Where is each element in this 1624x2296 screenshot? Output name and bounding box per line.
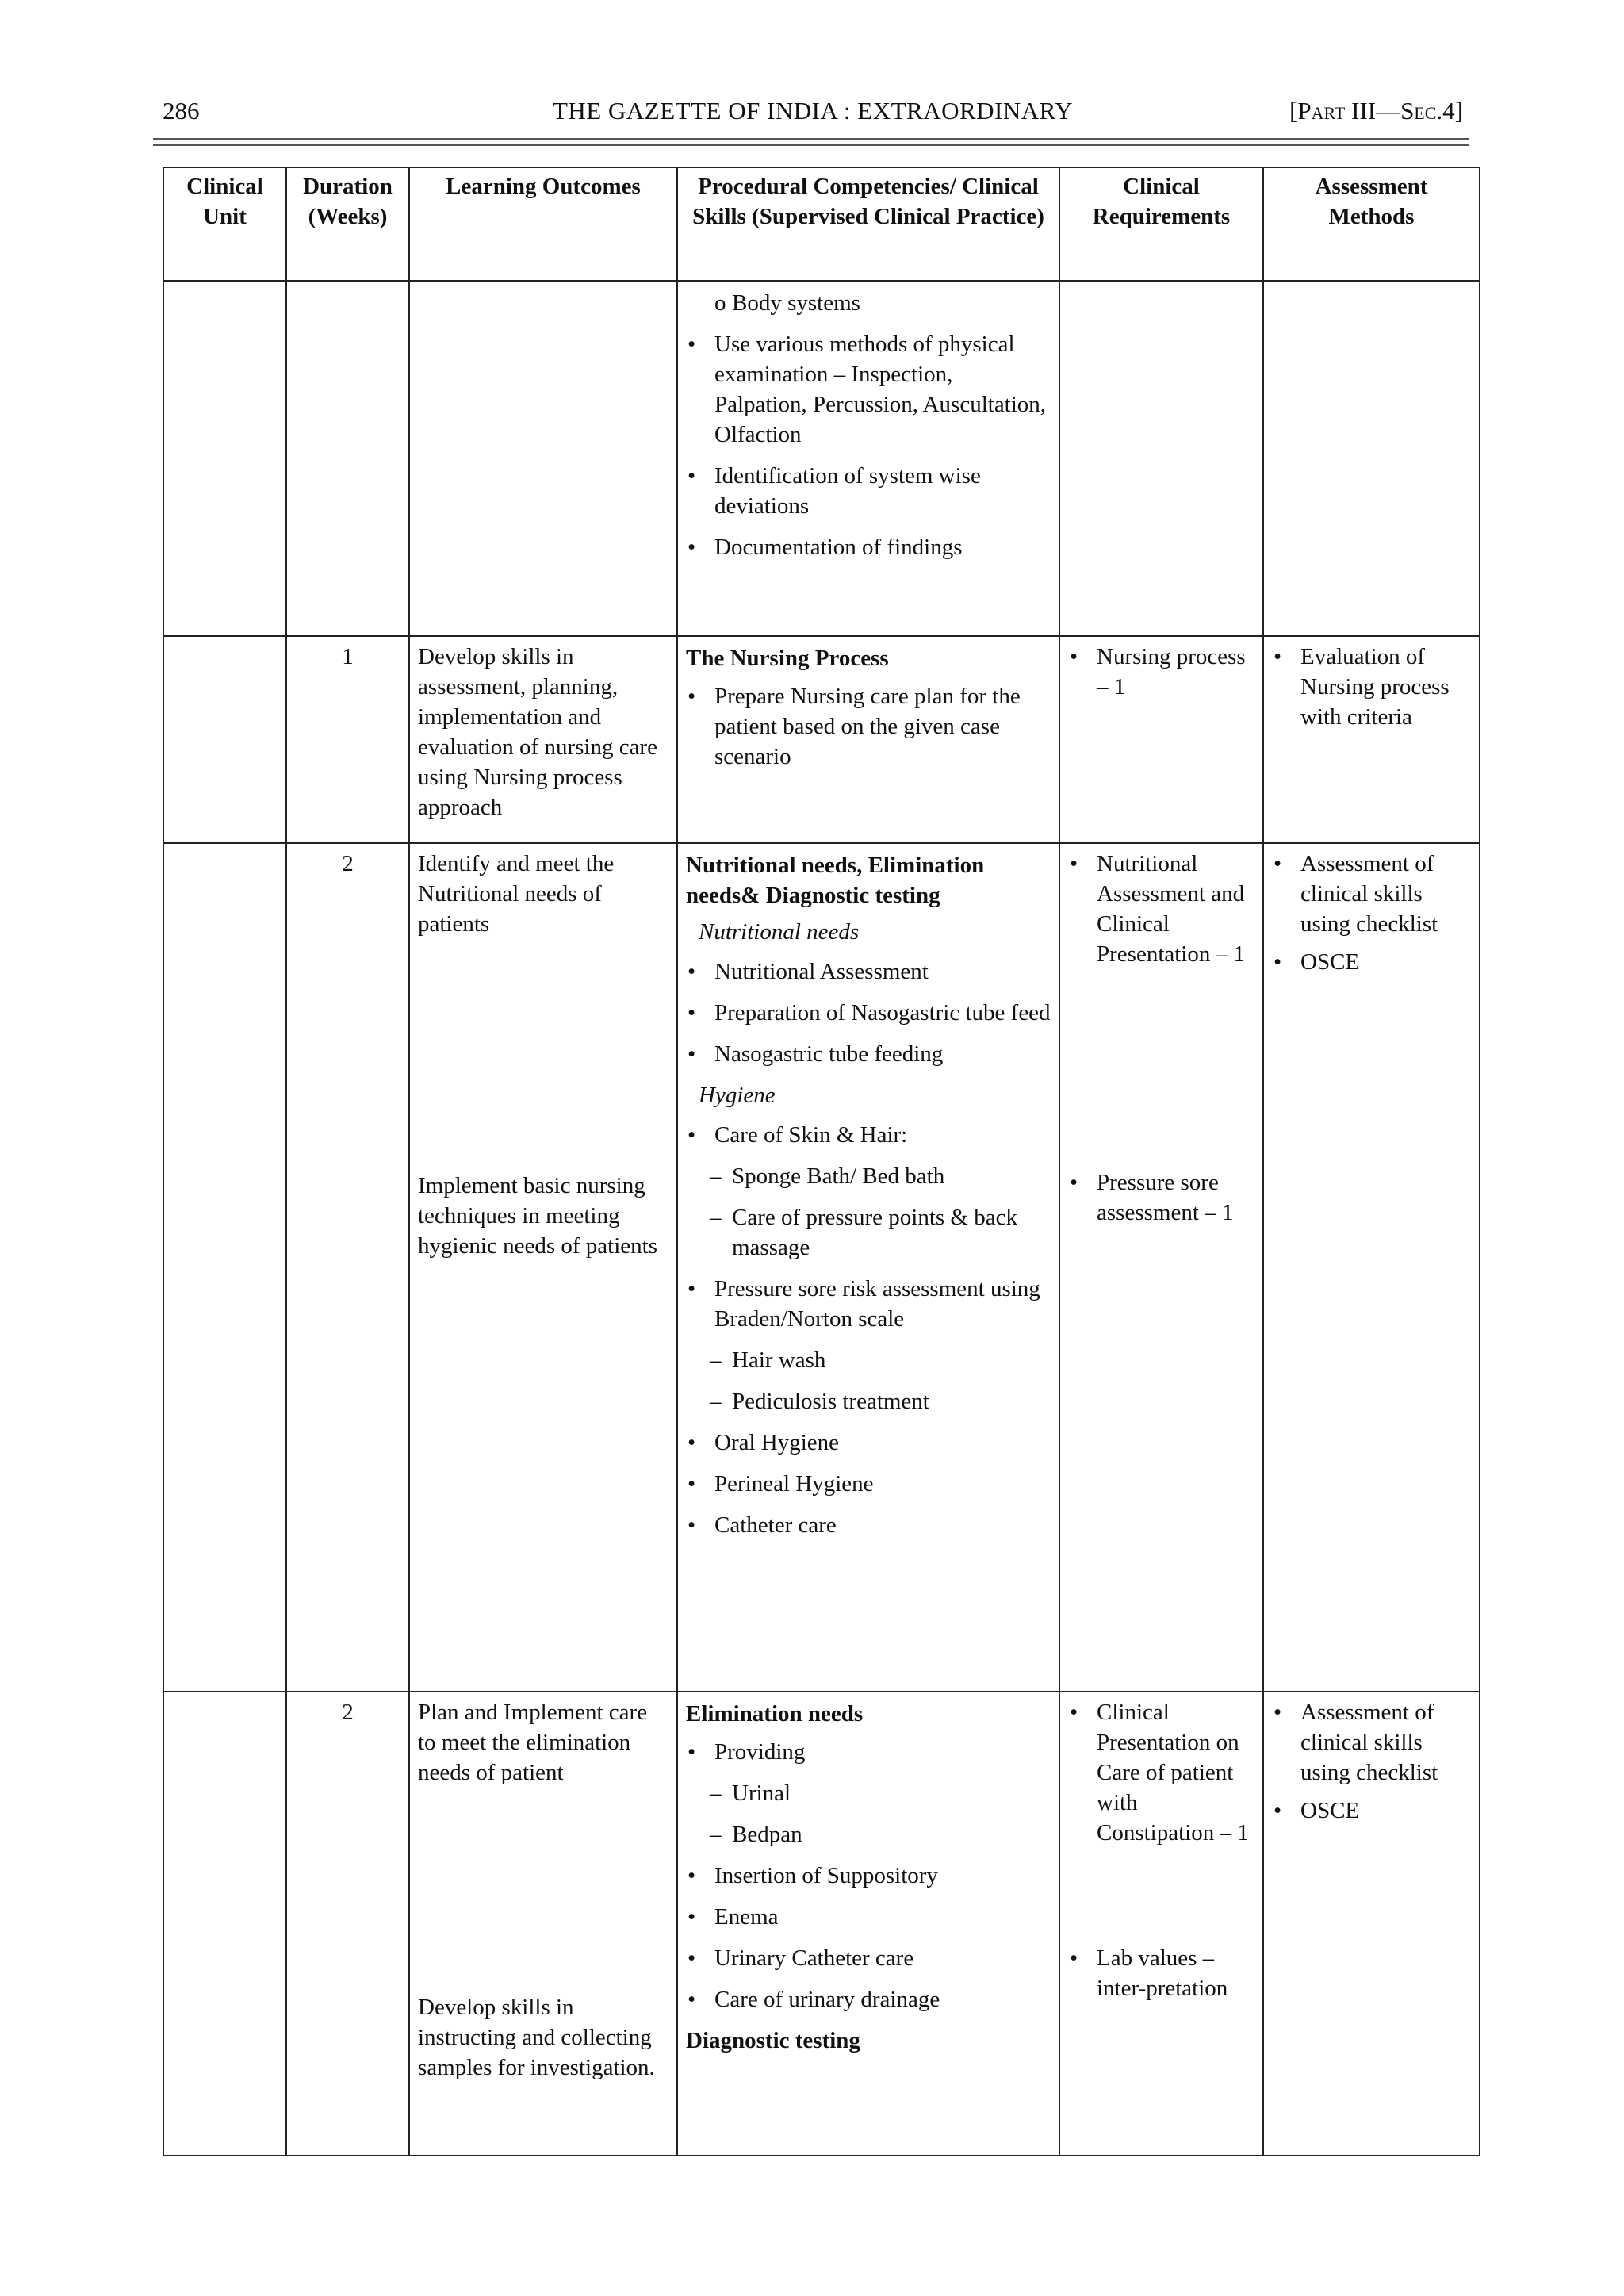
col-header-learning-outcomes: Learning Outcomes [409, 167, 677, 281]
list-item: • Oral Hygiene [688, 1430, 840, 1455]
cell-outcomes: Identify and meet the Nutritional needs of patients Implement basic nursing techniques in meeting hygienic needs of patients [409, 843, 677, 1692]
list-item: • Use various methods of physical examination – Inspection, Palpation, Percussion, Auscultation, Olfaction [688, 332, 1047, 447]
cell-assessment [1263, 636, 1480, 843]
list-item: • Assessment of clinical skills using checklist [1274, 851, 1438, 937]
header-rule-top [153, 138, 1469, 140]
list-item: • Nursing process – 1 [1070, 644, 1246, 700]
cell-assessment [1263, 843, 1480, 1692]
list-item: • Preparation of Nasogastric tube feed [688, 1000, 1051, 1025]
cell-unit [163, 636, 286, 843]
cell-outcomes [409, 281, 677, 636]
list-item: • Clinical Presentation on Care of patient with Constipation – 1 [1070, 1700, 1249, 1846]
list-item: • Perineal Hygiene [688, 1471, 874, 1497]
curriculum-table [163, 167, 1480, 2156]
table-row [163, 843, 1480, 1692]
cell-competencies [677, 281, 1059, 636]
table-row [163, 281, 1480, 636]
col-header-procedural-competencies: Procedural Competencies/ Clinical Skills (Supervised Clinical Practice) [677, 167, 1059, 281]
cell-unit [163, 1692, 286, 2156]
cell-requirements [1059, 636, 1263, 843]
cell-requirements [1059, 1692, 1263, 2156]
page-header [163, 97, 1463, 132]
list-item: • OSCE [1274, 1798, 1360, 1823]
cell-duration: 2 [286, 1692, 409, 2156]
list-item: • Catheter care [688, 1512, 837, 1538]
page-number: 286 [163, 97, 200, 125]
list-item: • Pressure sore risk assessment using Braden/Norton scale [688, 1276, 1040, 1332]
list-item: – Urinal [710, 1780, 791, 1806]
list-item: • Insertion of Suppository [688, 1863, 938, 1888]
cell-outcomes: Develop skills in assessment, planning, implementation and evaluation of nursing care using Nursing process approach [409, 636, 677, 843]
list-item: • Pressure sore assessment – 1 [1070, 1170, 1234, 1225]
col-header-assessment-methods: Assessment Methods [1263, 167, 1480, 281]
list-item: – Pediculosis treatment [710, 1389, 929, 1414]
cell-requirements [1059, 843, 1263, 1692]
cell-outcomes: Plan and Implement care to meet the elimination needs of patient Develop skills in instructing and collecting samples for investigation. [409, 1692, 677, 2156]
list-item: • Nutritional Assessment and Clinical Presentation – 1 [1070, 851, 1245, 967]
list-item: • Nasogastric tube feeding [688, 1041, 944, 1067]
list-item: – Hair wash [710, 1347, 826, 1373]
list-item: • Assessment of clinical skills using checklist [1274, 1700, 1438, 1785]
list-item: • Identification of system wise deviations [688, 463, 981, 519]
list-item: • Lab values – inter-pretation [1070, 1945, 1228, 2001]
cell-duration: 1 [286, 636, 409, 843]
col-header-duration: Duration (Weeks) [286, 167, 409, 281]
table-header-row [163, 167, 1480, 281]
section-heading: The Nursing Process [686, 646, 889, 671]
cell-requirements [1059, 281, 1263, 636]
list-item: – Bedpan [710, 1822, 802, 1847]
list-item: • Providing [688, 1739, 806, 1765]
cell-unit [163, 281, 286, 636]
list-item: • Care of urinary drainage [688, 1987, 940, 2012]
list-item: • Care of Skin & Hair: [688, 1122, 908, 1148]
cell-unit [163, 843, 286, 1692]
cell-competencies [677, 636, 1059, 843]
sub-heading: Hygiene [699, 1083, 776, 1108]
list-item: • Evaluation of Nursing process with criteria [1274, 644, 1450, 730]
section-heading: Diagnostic testing [686, 2028, 860, 2053]
cell-duration: 2 [286, 843, 409, 1692]
section-heading: Nutritional needs, Elimination needs& Diagnostic testing [686, 853, 985, 908]
cell-duration [286, 281, 409, 636]
col-header-clinical-requirements: Clinical Requirements [1059, 167, 1263, 281]
list-item: • Enema [688, 1904, 779, 1930]
list-item: • Prepare Nursing care plan for the patient based on the given case scenario [688, 684, 1021, 769]
sub-heading: Nutritional needs [699, 919, 860, 945]
list-item: – Care of pressure points & back massage [710, 1205, 1017, 1260]
cell-competencies [677, 843, 1059, 1692]
table-row [163, 636, 1480, 843]
header-rule-bottom [153, 144, 1469, 146]
part-section: [Part III—Sec.4] [1289, 97, 1463, 125]
cell-assessment [1263, 1692, 1480, 2156]
list-item: • Urinary Catheter care [688, 1945, 914, 1971]
gazette-title: THE GAZETTE OF INDIA : EXTRAORDINARY [552, 97, 1074, 125]
list-item: • OSCE [1274, 949, 1360, 975]
list-item: • Nutritional Assessment [688, 959, 929, 984]
list-item: • Documentation of findings [688, 535, 963, 560]
list-item: o Body systems [714, 290, 860, 316]
cell-competencies [677, 1692, 1059, 2156]
cell-assessment [1263, 281, 1480, 636]
col-header-clinical-unit: Clinical Unit [163, 167, 286, 281]
table-row [163, 1692, 1480, 2156]
list-item: – Sponge Bath/ Bed bath [710, 1163, 945, 1189]
section-heading: Elimination needs [686, 1701, 864, 1727]
